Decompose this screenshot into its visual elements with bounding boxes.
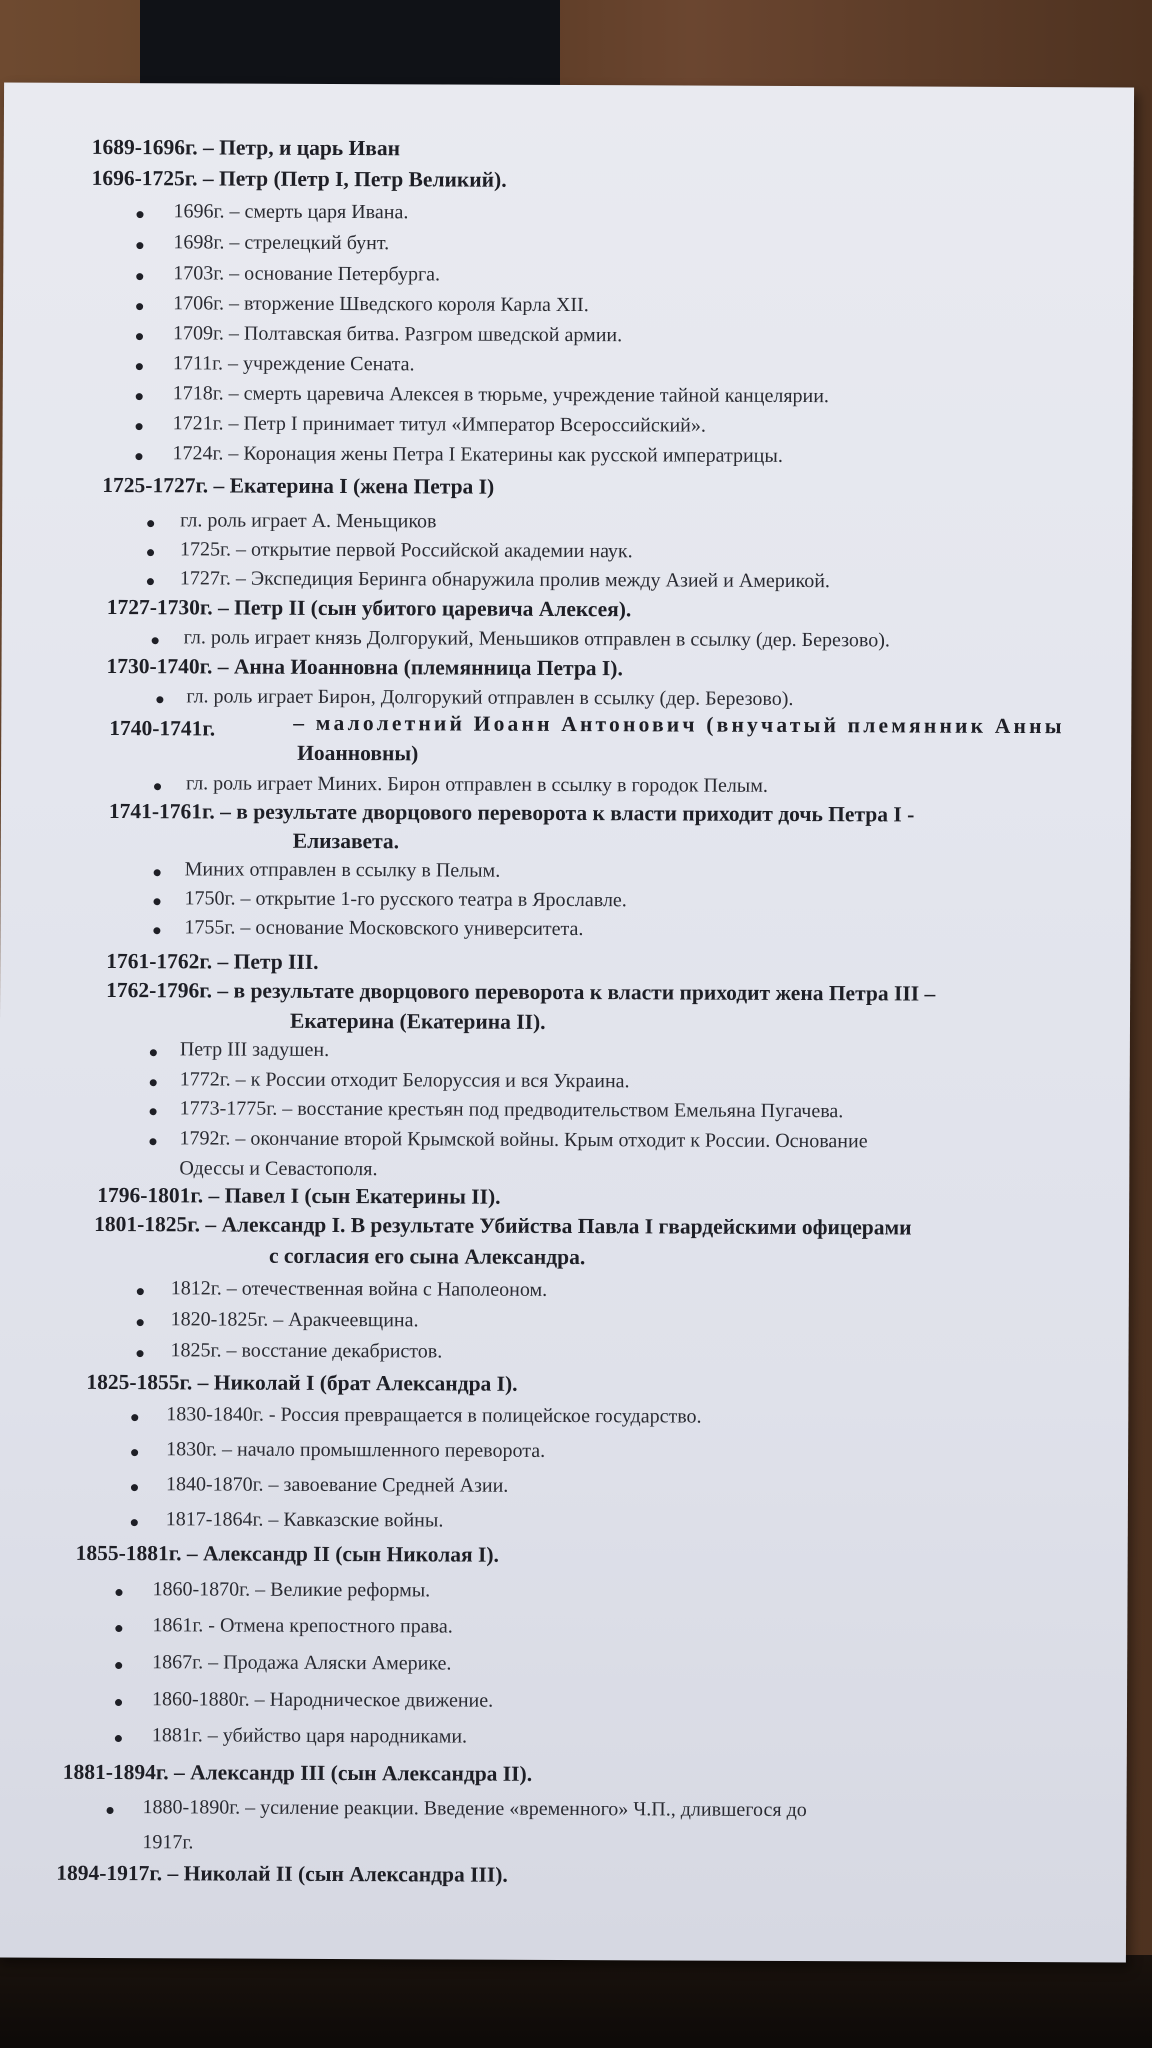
reign-heading-text: – малолетний Иоанн Антонович (внучатый племянник Анны	[293, 710, 1065, 739]
reign-heading-continuation: Елизавета.	[292, 828, 400, 854]
bullet-icon	[137, 1319, 144, 1326]
reign-heading: 1881-1894г. – Александр III (сын Александра II).	[62, 1759, 533, 1786]
event-item: 1830-1840г. - Россия превращается в полицейское государство.	[166, 1403, 702, 1428]
bullet-icon	[131, 1519, 138, 1526]
reign-heading-continuation: Иоанновны)	[297, 740, 419, 766]
event-item: Петр III задушен.	[179, 1038, 330, 1061]
event-item: 1867г. – Продажа Аляски Америке.	[152, 1651, 452, 1675]
bullet-icon	[115, 1662, 122, 1669]
event-item: 1709г. – Полтавская битва. Разгром шведской армии.	[172, 322, 623, 347]
event-item: 1725г. – открытие первой Российской академии наук.	[180, 538, 633, 563]
event-item: гл. роль играет А. Меньщиков	[180, 509, 437, 533]
reign-heading: 1894-1917г. – Николай II (сын Александра III).	[56, 1860, 508, 1887]
reign-heading: 1796-1801г. – Павел I (сын Екатерины II).	[97, 1182, 501, 1209]
event-item: 1860-1880г. – Народническое движение.	[151, 1688, 494, 1712]
reign-heading: 1725-1727г. – Екатерина I (жена Петра I)	[102, 472, 495, 499]
bullet-icon	[136, 273, 143, 280]
bullet-icon	[147, 549, 154, 556]
reign-heading: 1727-1730г. – Петр II (сын убитого царевича Алексея).	[106, 594, 632, 622]
event-item: 1750г. – открытие 1-го русского театра в Ярославле.	[184, 887, 627, 912]
event-item: 1696г. – смерть царя Ивана.	[173, 200, 409, 224]
event-item: 1755г. – основание Московского университета.	[184, 916, 584, 941]
event-item: 1718г. – смерть царевича Алексея в тюрьме, учреждение тайной канцелярии.	[172, 382, 830, 408]
bullet-icon	[149, 1138, 156, 1145]
bullet-icon	[115, 1589, 122, 1596]
event-item: 1703г. – основание Петербурга.	[173, 262, 441, 286]
event-item: 1724г. – Коронация жены Петра I Екатерины как русской императрицы.	[172, 442, 783, 467]
bullet-icon	[115, 1699, 122, 1706]
bullet-icon	[136, 303, 143, 310]
event-item: 1792г. – окончание второй Крымской войны. Крым отходит к России. Основание	[179, 1127, 868, 1153]
event-item: 1830г. – начало промышленного переворота.	[166, 1438, 546, 1462]
reign-heading: 1825-1855г. – Николай I (брат Александра I).	[86, 1369, 518, 1396]
reign-heading-date: 1740-1741г.	[109, 716, 216, 741]
reign-heading: 1855-1881г. – Александр II (сын Николая I).	[75, 1540, 500, 1567]
event-item-continuation: Одессы и Севастополя.	[179, 1157, 378, 1181]
event-item: 1812г. – отечественная война с Наполеоном.	[170, 1277, 548, 1301]
bullet-icon	[136, 393, 143, 400]
reign-heading: 1730-1740г. – Анна Иоанновна (племянница Петра I).	[106, 653, 623, 681]
bullet-icon	[137, 1288, 144, 1295]
reign-heading-continuation: с согласия его сына Александра.	[268, 1243, 586, 1270]
event-item: гл. роль играет Миних. Бирон отправлен в ссылку в городок Пелым.	[185, 772, 768, 797]
event-item: 1698г. – стрелецкий бунт.	[173, 231, 390, 255]
event-item: 1727г. – Экспедиция Беринга обнаружила пролив между Азией и Америкой.	[179, 567, 830, 593]
reign-heading: 1761-1762г. – Петр III.	[106, 948, 319, 974]
bullet-icon	[152, 637, 159, 644]
event-item: гл. роль играет Бирон, Долгорукий отправлен в ссылку (дер. Березово).	[186, 685, 794, 710]
bullet-icon	[137, 211, 144, 218]
reign-heading: 1696-1725г. – Петр (Петр I, Петр Великий).	[91, 165, 507, 192]
event-item: Миних отправлен в ссылку в Пелым.	[184, 858, 501, 882]
event-item: 1772г. – к России отходит Белоруссия и вся Украина.	[179, 1068, 630, 1093]
bullet-icon	[115, 1625, 122, 1632]
bullet-icon	[150, 1049, 157, 1056]
bullet-icon	[154, 898, 161, 905]
event-item: 1881г. – убийство царя народниками.	[151, 1724, 468, 1748]
bullet-icon	[153, 927, 160, 934]
reign-heading: 1801-1825г. – Александр I. В результате Убийства Павла I гвардейскими офицерами	[94, 1211, 912, 1240]
bullet-icon	[156, 696, 163, 703]
event-item: 1840-1870г. – завоевание Средней Азии.	[165, 1473, 509, 1497]
bullet-icon	[154, 869, 161, 876]
bullet-icon	[150, 1079, 157, 1086]
bullet-icon	[147, 578, 154, 585]
bullet-icon	[150, 1108, 157, 1115]
reign-heading: 1689-1696г. – Петр, и царь Иван	[91, 134, 401, 161]
bullet-icon	[131, 1484, 138, 1491]
bullet-icon	[137, 1350, 144, 1357]
reign-heading: 1762-1796г. – в результате дворцового переворота к власти приходит жена Петра III –	[106, 977, 936, 1006]
event-item: 1711г. – учреждение Сената.	[172, 352, 415, 376]
event-item: 1721г. – Петр I принимает титул «Император Всероссийский».	[172, 412, 706, 437]
event-item: 1880-1890г. – усиление реакции. Введение «временного» Ч.П., длившегося до	[142, 1796, 807, 1822]
bullet-icon	[135, 453, 142, 460]
bullet-icon	[107, 1807, 114, 1814]
bullet-icon	[131, 1449, 138, 1456]
event-item: 1860-1870г. – Великие реформы.	[152, 1578, 431, 1602]
bullet-icon	[136, 363, 143, 370]
event-item: 1861г. - Отмена крепостного права.	[152, 1614, 453, 1638]
paper-sheet	[0, 83, 1134, 1963]
event-item: 1820-1825г. – Аракчеевщина.	[170, 1308, 419, 1332]
event-item: 1825г. – восстание декабристов.	[170, 1339, 443, 1363]
bullet-icon	[147, 520, 154, 527]
event-item-continuation: 1917г.	[142, 1831, 194, 1854]
reign-heading: 1741-1761г. – в результате дворцового переворота к власти приходит дочь Петра I -	[108, 799, 915, 827]
bullet-icon	[136, 333, 143, 340]
bullet-icon	[154, 783, 161, 790]
event-item: 1773-1775г. – восстание крестьян под предводительством Емельяна Пугачева.	[179, 1097, 844, 1123]
bullet-icon	[131, 1414, 138, 1421]
bullet-icon	[136, 423, 143, 430]
bullet-icon	[115, 1735, 122, 1742]
event-item: 1706г. – вторжение Шведского короля Карла XII.	[173, 292, 589, 317]
event-item: гл. роль играет князь Долгорукий, Меньшиков отправлен в ссылку (дер. Березово).	[183, 626, 890, 652]
reign-heading-continuation: Екатерина (Екатерина II).	[289, 1008, 546, 1034]
event-item: 1817-1864г. – Кавказские войны.	[165, 1508, 444, 1532]
bullet-icon	[136, 242, 143, 249]
dark-bottom-edge	[0, 1955, 1152, 2048]
